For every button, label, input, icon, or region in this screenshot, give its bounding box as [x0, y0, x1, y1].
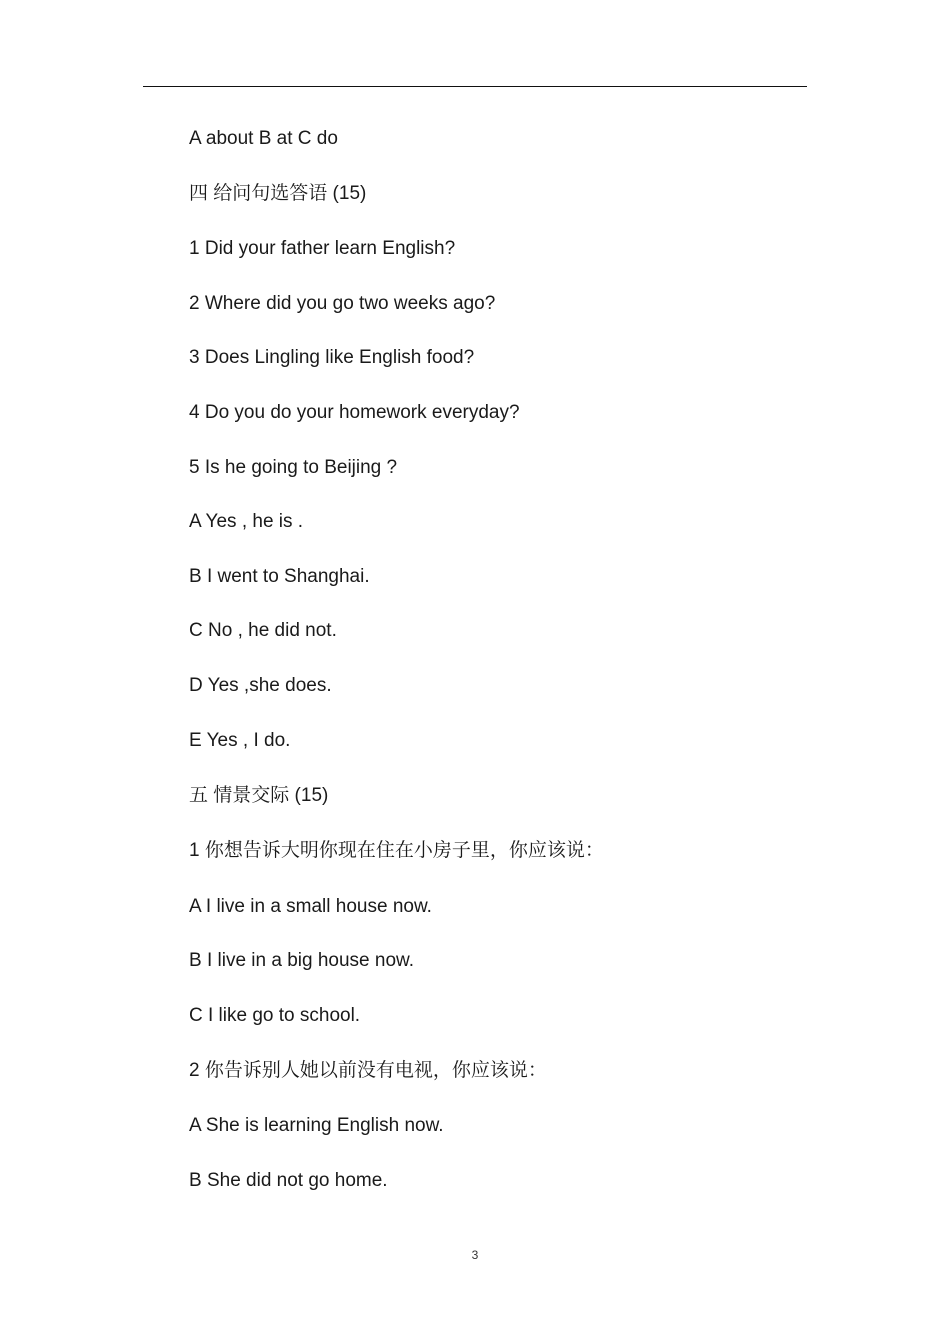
- question-1: 1 Did your father learn English?: [189, 238, 456, 259]
- answer-d: D Yes ,she does.: [189, 675, 332, 696]
- scenario-1-option-b: B I live in a big house now.: [189, 950, 414, 971]
- answer-options-line: A about B at C do: [189, 128, 338, 149]
- header-rule: [143, 86, 807, 87]
- answer-c: C No , he did not.: [189, 620, 337, 641]
- section-five-heading: 五 情景交际 (15): [189, 785, 329, 806]
- section-four-heading: 四 给问句选答语 (15): [189, 183, 367, 204]
- question-5: 5 Is he going to Beijing ?: [189, 457, 398, 478]
- question-2: 2 Where did you go two weeks ago?: [189, 293, 496, 314]
- scenario-1-option-a: A I live in a small house now.: [189, 896, 432, 917]
- scenario-2-option-b: B She did not go home.: [189, 1170, 388, 1191]
- scenario-2-prompt: 2 你告诉别人她以前没有电视，你应该说：: [189, 1060, 547, 1081]
- page-number: 3: [471, 1248, 479, 1262]
- question-4: 4 Do you do your homework everyday?: [189, 402, 520, 423]
- answer-e: E Yes , I do.: [189, 730, 291, 751]
- question-3: 3 Does Lingling like English food?: [189, 347, 475, 368]
- scenario-1-option-c: C I like go to school.: [189, 1005, 361, 1026]
- answer-a: A Yes , he is .: [189, 511, 304, 532]
- answer-b: B I went to Shanghai.: [189, 566, 370, 587]
- scenario-1-prompt: 1 你想告诉大明你现在住在小房子里，你应该说：: [189, 840, 604, 861]
- scenario-2-option-a: A She is learning English now.: [189, 1115, 444, 1136]
